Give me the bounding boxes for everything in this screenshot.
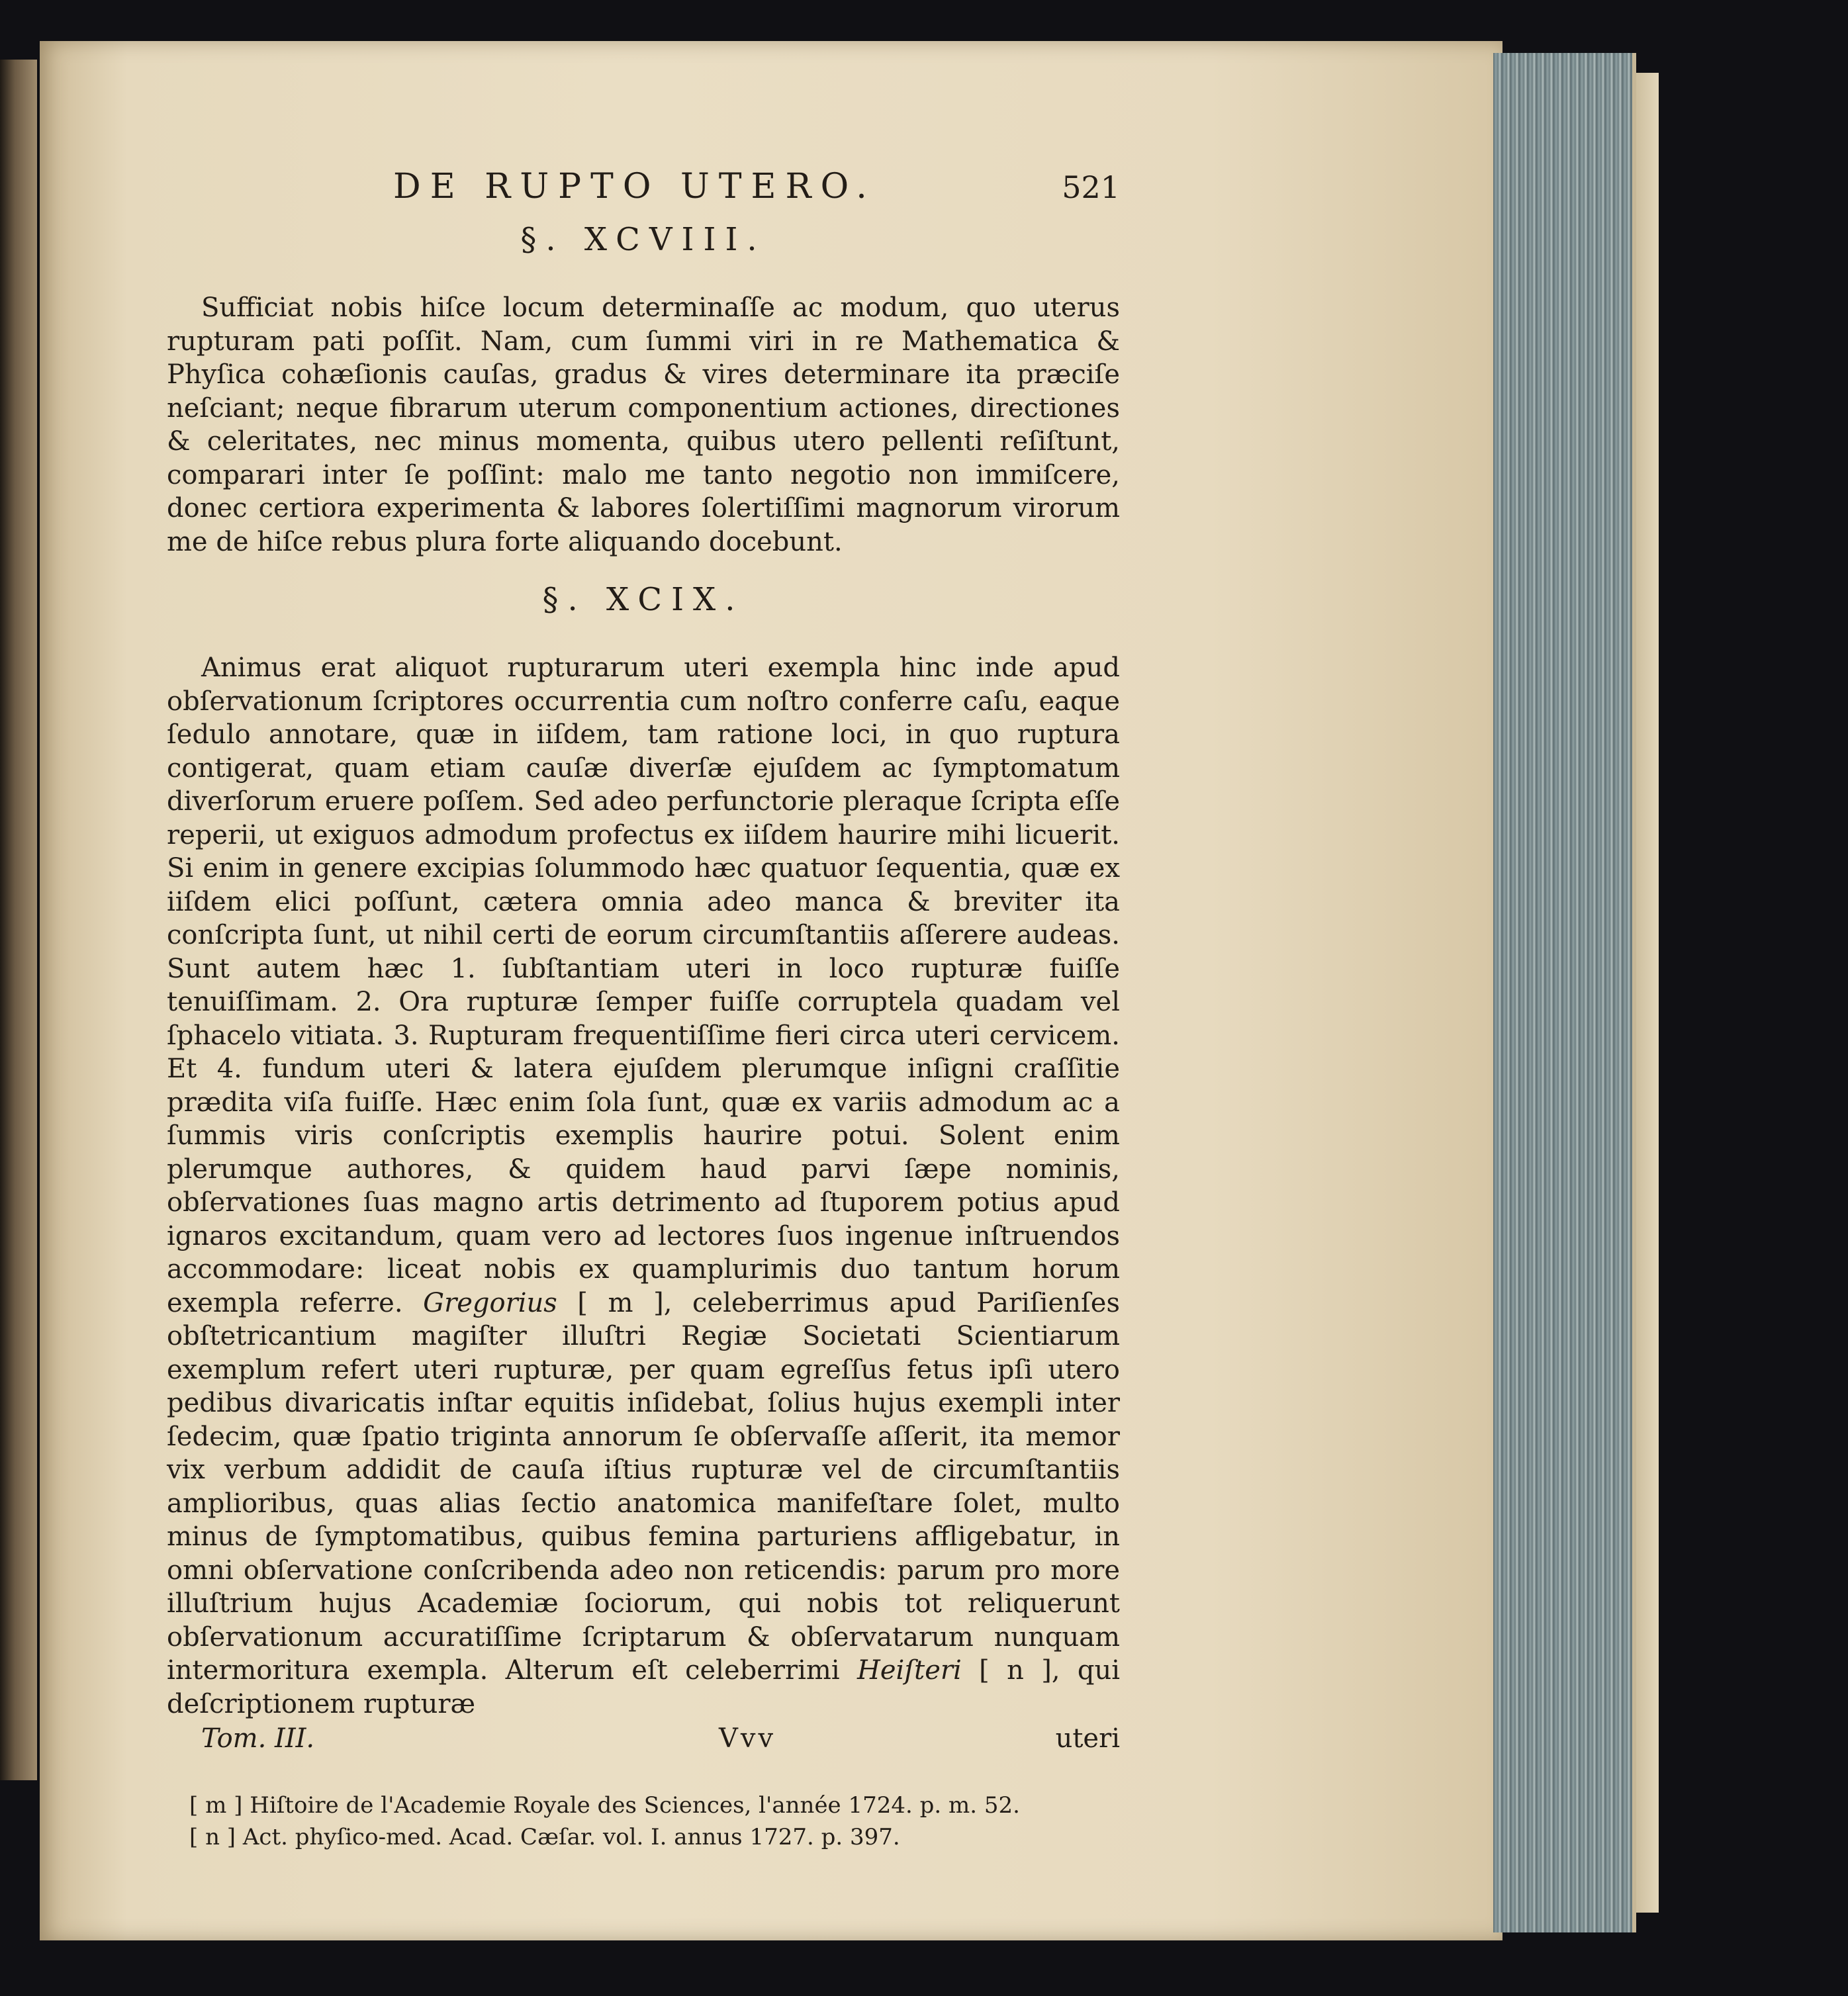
paragraph-xcix <box>167 651 1120 1721</box>
footnote-ref-n[interactable]: [ n ] <box>979 1655 1052 1686</box>
paragraph-xcviii: Sufficiat nobis hiſce locum determinaſſe ac modum, quo uterus rupturam pati poſſit. Nam, cum ſummi viri in re Mathematica & Phyſica cohæſionis cauſas, gradus & vires determinare ita præciſe neſciant; neque fibrarum uterum componentium actiones, directiones & celeritates, nec minus momenta, quibus utero pellenti reſiſtunt, comparari inter ſe poſſint: malo me tanto negotio non immiſcere, donec certiora experimenta & labores ſolertiſſimi magnorum virorum me de hiſce rebus plura forte aliquando docebunt. <box>167 293 1120 557</box>
catchword: uteri <box>1055 1723 1120 1754</box>
tome-label: Tom. III. <box>201 1723 315 1754</box>
footnote-n <box>189 1821 1120 1853</box>
footnote-text: Act. phyſico-med. Acad. Cæſar. vol. I. annus 1727. p. 397. <box>242 1824 900 1850</box>
footnote-text: Hiſtoire de l'Academie Royale des Sciences, l'année 1724. p. m. 52. <box>250 1792 1020 1819</box>
paragraph-xcix-part-3: , qui deſcriptionem rupturæ <box>167 1655 1121 1719</box>
footnote-m <box>189 1790 1120 1821</box>
fore-edge-pages <box>1493 53 1636 1932</box>
page-content <box>167 159 1120 1853</box>
signature-mark: Vvv <box>719 1723 776 1754</box>
footnotes <box>167 1790 1120 1853</box>
paragraph-xcix-part-1: Animus erat aliquot rupturarum uteri exempla hinc inde apud obſervationum ſcriptores occurrentia cum noſtro conferre caſu, eaque ſedulo annotare, quæ in iiſdem, tam ratione loci, in quo ruptura contigerat, quam etiam cauſæ diverſæ ejuſdem ac ſymptomatum diverſorum eruere poſſem. Sed adeo perfunctorie pleraque ſcripta eſſe reperii, ut exiguos admodum profectus ex iiſdem haurire mihi licuerit. Si enim in genere excipias ſolummodo hæc quatuor ſequentia, quæ ex iiſdem elici poſſunt, cætera omnia adeo manca & breviter ita conſcripta ſunt, ut nihil certi de eorum circumſtantiis aſſerere audeas. Sunt autem hæc 1. ſubſtantiam uteri in loco rupturæ fuiſſe tenuiſſimam. 2. Ora rupturæ ſemper fuiſſe corruptela quadam vel ſphacelo vitiata. 3. Rupturam frequentiſſime fieri circa uteri cervicem. Et 4. fundum uteri & latera ejuſdem plerumque inſigni craſſitie prædita viſa fuiſſe. Hæc enim ſola ſunt, quæ ex variis admodum ac a ſummis viris conſcriptis exemplis haurire potui. Solent enim plerumque authores, & quidem haud parvi ſæpe nominis, obſervationes ſuas magno artis detrimento ad ſtuporem potius apud ignaros excitandum, quam vero ad lectores ſuos ingenue inſtruendos accommodare: liceat nobis ex quamplurimis duo tantum horum exempla referre. <box>167 653 1120 1318</box>
section-heading-xcviii: §. XCVIII. <box>520 221 766 258</box>
paragraph-xcix-part-2: , celeberrimus apud Pariſienſes obſtetricantium magiſter illuſtri Regiæ Societati Scientiarum exemplum refert uteri rupturæ, per quam egreſſus fetus ipſi utero pedibus divaricatis inſtar equitis inſidebat, ſolius hujus exempli inter ſedecim, quæ ſpatio triginta annorum ſe obſervaſſe aſſerit, ita memor vix verbum addidit de cauſa iſtius rupturæ vel de circumſtantiis amplioribus, quas alias ſectio anatomica manifeſtare ſolet, multo minus de ſymptomatibus, quibus femina parturiens affligebatur, in omni obſervatione conſcribenda adeo non reticendis: parum pro more illuſtrium hujus Academiæ ſociorum, qui nobis tot reliquerunt obſervationum accuratiſſime ſcriptarum & obſervatarum nunquam intermoritura exempla. Alterum eſt celeberrimi <box>167 1287 1120 1686</box>
footnote-label: [ n ] <box>189 1824 236 1850</box>
left-page-edge <box>0 60 37 1780</box>
page-number: 521 <box>1062 169 1120 205</box>
footnote-ref-m[interactable]: [ m ] <box>577 1287 664 1318</box>
signature-line <box>167 1723 1120 1763</box>
running-head <box>167 159 1120 212</box>
running-title: DE RUPTO UTERO. <box>393 167 876 206</box>
author-name-gregorius: Gregorius <box>423 1287 557 1318</box>
section-heading-xcix: §. XCIX. <box>542 581 745 618</box>
footnote-label: [ m ] <box>189 1792 243 1819</box>
author-name-heisteri: Heiſteri <box>857 1655 962 1686</box>
